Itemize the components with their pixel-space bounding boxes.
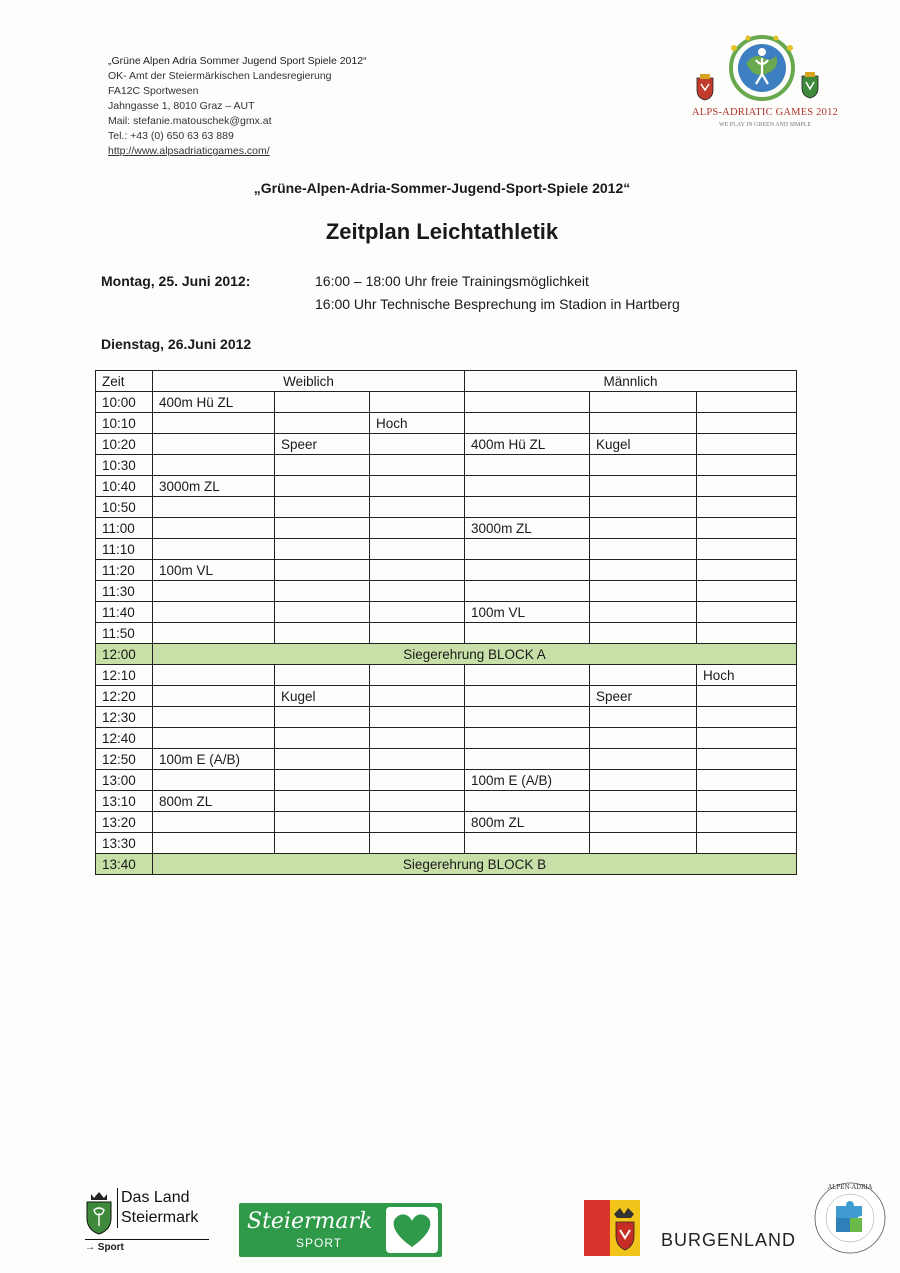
day1-label: Montag, 25. Juni 2012: [101,273,251,289]
sender-block [108,54,367,159]
event-cell [370,665,465,686]
event-cell [697,812,797,833]
schedule-row [96,686,797,707]
event-cell [590,476,697,497]
sender-line3: FA12C Sportwesen [108,85,199,97]
event-cell [590,518,697,539]
event-cell [153,707,275,728]
event-cell [697,728,797,749]
event-cell [153,413,275,434]
event-cell [370,728,465,749]
event-cell [275,833,370,854]
day1-line-training: 16:00 – 18:00 Uhr freie Trainingsmöglichkeit [315,273,589,289]
event-cell [590,623,697,644]
event-cell: 3000m ZL [153,476,275,497]
event-cell [153,539,275,560]
event-cell [465,749,590,770]
event-cell [370,434,465,455]
event-cell [697,602,797,623]
schedule-time-cell: 11:30 [96,581,153,602]
event-cell [370,602,465,623]
event-cell [697,623,797,644]
event-cell [697,707,797,728]
schedule-time-cell: 13:10 [96,791,153,812]
event-cell [590,581,697,602]
event-cell [465,497,590,518]
event-cell [275,413,370,434]
event-cell [465,833,590,854]
event-cell [275,560,370,581]
seal-text: ALPEN-ADRIA [827,1184,873,1191]
schedule-time-cell: 10:30 [96,455,153,476]
event-cell [370,581,465,602]
burgenland-name: BURGENLAND [661,1230,797,1250]
event-cell [465,623,590,644]
event-cell [275,497,370,518]
schedule-row [96,581,797,602]
schedule-award-row [96,854,797,875]
schedule-row [96,602,797,623]
event-cell [697,749,797,770]
event-cell [370,539,465,560]
event-cell [275,665,370,686]
alpen-adria-seal-logo [812,1180,888,1256]
schedule-time-cell: 13:00 [96,770,153,791]
schedule-time-cell: 11:50 [96,623,153,644]
schedule-time-cell: 12:40 [96,728,153,749]
schedule-row [96,497,797,518]
event-cell [590,455,697,476]
event-cell [275,707,370,728]
games-logo-motto: WE PLAY IN GREEN AND SIMPLE [718,122,812,128]
event-cell [275,518,370,539]
schedule-time-cell: 10:40 [96,476,153,497]
header-female: Weiblich [153,371,465,392]
event-cell [697,770,797,791]
schedule-row [96,623,797,644]
event-cell [590,812,697,833]
schedule-row [96,770,797,791]
land-line1: Das Land [121,1189,190,1206]
event-cell [370,392,465,413]
schedule-row [96,812,797,833]
event-cell [370,560,465,581]
event-cell [697,476,797,497]
event-cell [153,434,275,455]
event-cell [370,770,465,791]
schedule-body [96,392,797,875]
schedule-row [96,539,797,560]
event-cell [697,434,797,455]
event-cell [465,686,590,707]
sender-org: „Grüne Alpen Adria Sommer Jugend Sport Spiele 2012“ [108,55,367,67]
event-cell [275,728,370,749]
event-cell: Speer [275,434,370,455]
event-cell [153,665,275,686]
event-cell [697,539,797,560]
event-cell [370,476,465,497]
event-cell [590,413,697,434]
event-cell: 3000m ZL [465,518,590,539]
event-cell: Kugel [275,686,370,707]
schedule-time-cell: 12:10 [96,665,153,686]
schedule-table [95,370,797,875]
event-cell [370,812,465,833]
event-cell [465,707,590,728]
schedule-time-cell: 10:10 [96,413,153,434]
event-cell: 800m ZL [465,812,590,833]
event-cell [275,455,370,476]
steiermark-sport-word: Steiermark [247,1209,373,1234]
event-cell [153,602,275,623]
event-cell [275,581,370,602]
event-cell [275,602,370,623]
event-cell [153,623,275,644]
event-cell [370,623,465,644]
event-cell [697,560,797,581]
alps-adriatic-games-logo [690,34,840,134]
schedule-time-cell: 11:40 [96,602,153,623]
event-cell [465,560,590,581]
schedule-award-row [96,644,797,665]
event-cell [370,455,465,476]
schedule-row [96,518,797,539]
sender-url-link[interactable]: http://www.alpsadriaticgames.com/ [108,145,270,157]
event-cell [697,518,797,539]
event-cell [153,581,275,602]
event-title: „Grüne-Alpen-Adria-Sommer-Jugend-Sport-Spiele 2012“ [253,180,631,196]
schedule-time-cell: 13:40 [96,854,153,875]
event-cell [590,833,697,854]
schedule-time-cell: 12:50 [96,749,153,770]
event-cell [590,791,697,812]
award-ceremony-cell: Siegerehrung BLOCK B [153,854,797,875]
event-cell [465,539,590,560]
event-cell: 400m Hü ZL [465,434,590,455]
land-steiermark-name [117,1188,198,1228]
schedule-row [96,833,797,854]
schedule-time-cell: 11:20 [96,560,153,581]
steiermark-sport-logo [239,1203,442,1257]
schedule-time-cell: 10:50 [96,497,153,518]
event-cell [153,686,275,707]
event-cell [275,392,370,413]
sender-phone: Tel.: +43 (0) 650 63 63 889 [108,130,234,142]
event-cell [697,413,797,434]
schedule-row [96,707,797,728]
header-male: Männlich [465,371,797,392]
event-cell [275,749,370,770]
day1-line-meeting: 16:00 Uhr Technische Besprechung im Stadion in Hartberg [315,296,680,312]
schedule-time-cell: 13:30 [96,833,153,854]
green-heart-icon [386,1207,438,1253]
schedule-time-cell: 11:00 [96,518,153,539]
event-cell [153,518,275,539]
event-cell [275,770,370,791]
event-cell [370,686,465,707]
page-title: Zeitplan Leichtathletik [325,219,559,244]
event-cell: Hoch [370,413,465,434]
event-cell: Kugel [590,434,697,455]
event-cell [590,665,697,686]
land-steiermark-logo [85,1188,211,1258]
event-cell: 400m Hü ZL [153,392,275,413]
puzzle-seal-icon [812,1180,888,1256]
event-cell [590,749,697,770]
event-cell [153,455,275,476]
schedule-row [96,665,797,686]
event-cell [590,728,697,749]
schedule-row [96,749,797,770]
event-cell: 100m VL [465,602,590,623]
event-cell [465,665,590,686]
event-cell [697,497,797,518]
burgenland-flag-icon [584,1200,660,1256]
schedule-header-row [96,371,797,392]
schedule-row [96,413,797,434]
event-cell [370,791,465,812]
event-cell [590,539,697,560]
sender-mail: Mail: stefanie.matouschek@gmx.at [108,115,272,127]
event-cell: 800m ZL [153,791,275,812]
schedule-time-cell: 11:10 [96,539,153,560]
schedule-row [96,791,797,812]
event-cell [153,497,275,518]
day2-label: Dienstag, 26.Juni 2012 [101,336,252,352]
event-cell: Speer [590,686,697,707]
schedule-row [96,560,797,581]
schedule-time-cell: 10:00 [96,392,153,413]
event-cell [697,581,797,602]
event-cell [153,812,275,833]
games-emblem-icon [690,34,840,106]
steiermark-sport-sub: SPORT [296,1236,343,1250]
event-cell [590,707,697,728]
schedule-time-cell: 10:20 [96,434,153,455]
event-cell [590,560,697,581]
event-cell [275,539,370,560]
event-cell [275,812,370,833]
event-cell: 100m E (A/B) [153,749,275,770]
schedule-time-cell: 12:00 [96,644,153,665]
schedule-row [96,455,797,476]
event-cell [697,791,797,812]
event-cell [465,455,590,476]
crest-left-icon [697,74,713,100]
event-cell [465,476,590,497]
land-line2: Steiermark [121,1209,199,1226]
event-cell [153,770,275,791]
event-cell [590,392,697,413]
event-cell [370,497,465,518]
event-cell [590,770,697,791]
event-cell [153,728,275,749]
event-cell [697,686,797,707]
games-logo-name: ALPS-ADRIATIC GAMES 2012 [692,107,838,118]
award-ceremony-cell: Siegerehrung BLOCK A [153,644,797,665]
schedule-time-cell: 12:20 [96,686,153,707]
event-cell [590,602,697,623]
schedule-time-cell: 12:30 [96,707,153,728]
schedule-row [96,728,797,749]
event-cell [370,707,465,728]
event-cell: 100m E (A/B) [465,770,590,791]
burgenland-logo [584,1200,804,1256]
event-cell: Hoch [697,665,797,686]
event-cell [697,833,797,854]
schedule-row [96,392,797,413]
sender-line2: OK- Amt der Steiermärkischen Landesregierung [108,70,332,82]
sender-address: Jahngasse 1, 8010 Graz – AUT [108,100,255,112]
event-cell [275,476,370,497]
steiermark-crest-icon [85,1190,113,1236]
schedule-row [96,434,797,455]
event-cell [275,791,370,812]
event-cell [370,749,465,770]
event-cell [275,623,370,644]
event-cell: 100m VL [153,560,275,581]
event-cell [465,791,590,812]
event-cell [153,833,275,854]
crest-right-icon [802,72,818,98]
event-cell [697,455,797,476]
event-cell [590,497,697,518]
event-cell [465,581,590,602]
event-cell [370,833,465,854]
header-time: Zeit [96,371,153,392]
land-sport-label: → Sport [85,1239,209,1253]
schedule-time-cell: 13:20 [96,812,153,833]
schedule-row [96,476,797,497]
event-cell [370,518,465,539]
event-cell [465,728,590,749]
event-cell [465,413,590,434]
event-cell [465,392,590,413]
event-cell [697,392,797,413]
